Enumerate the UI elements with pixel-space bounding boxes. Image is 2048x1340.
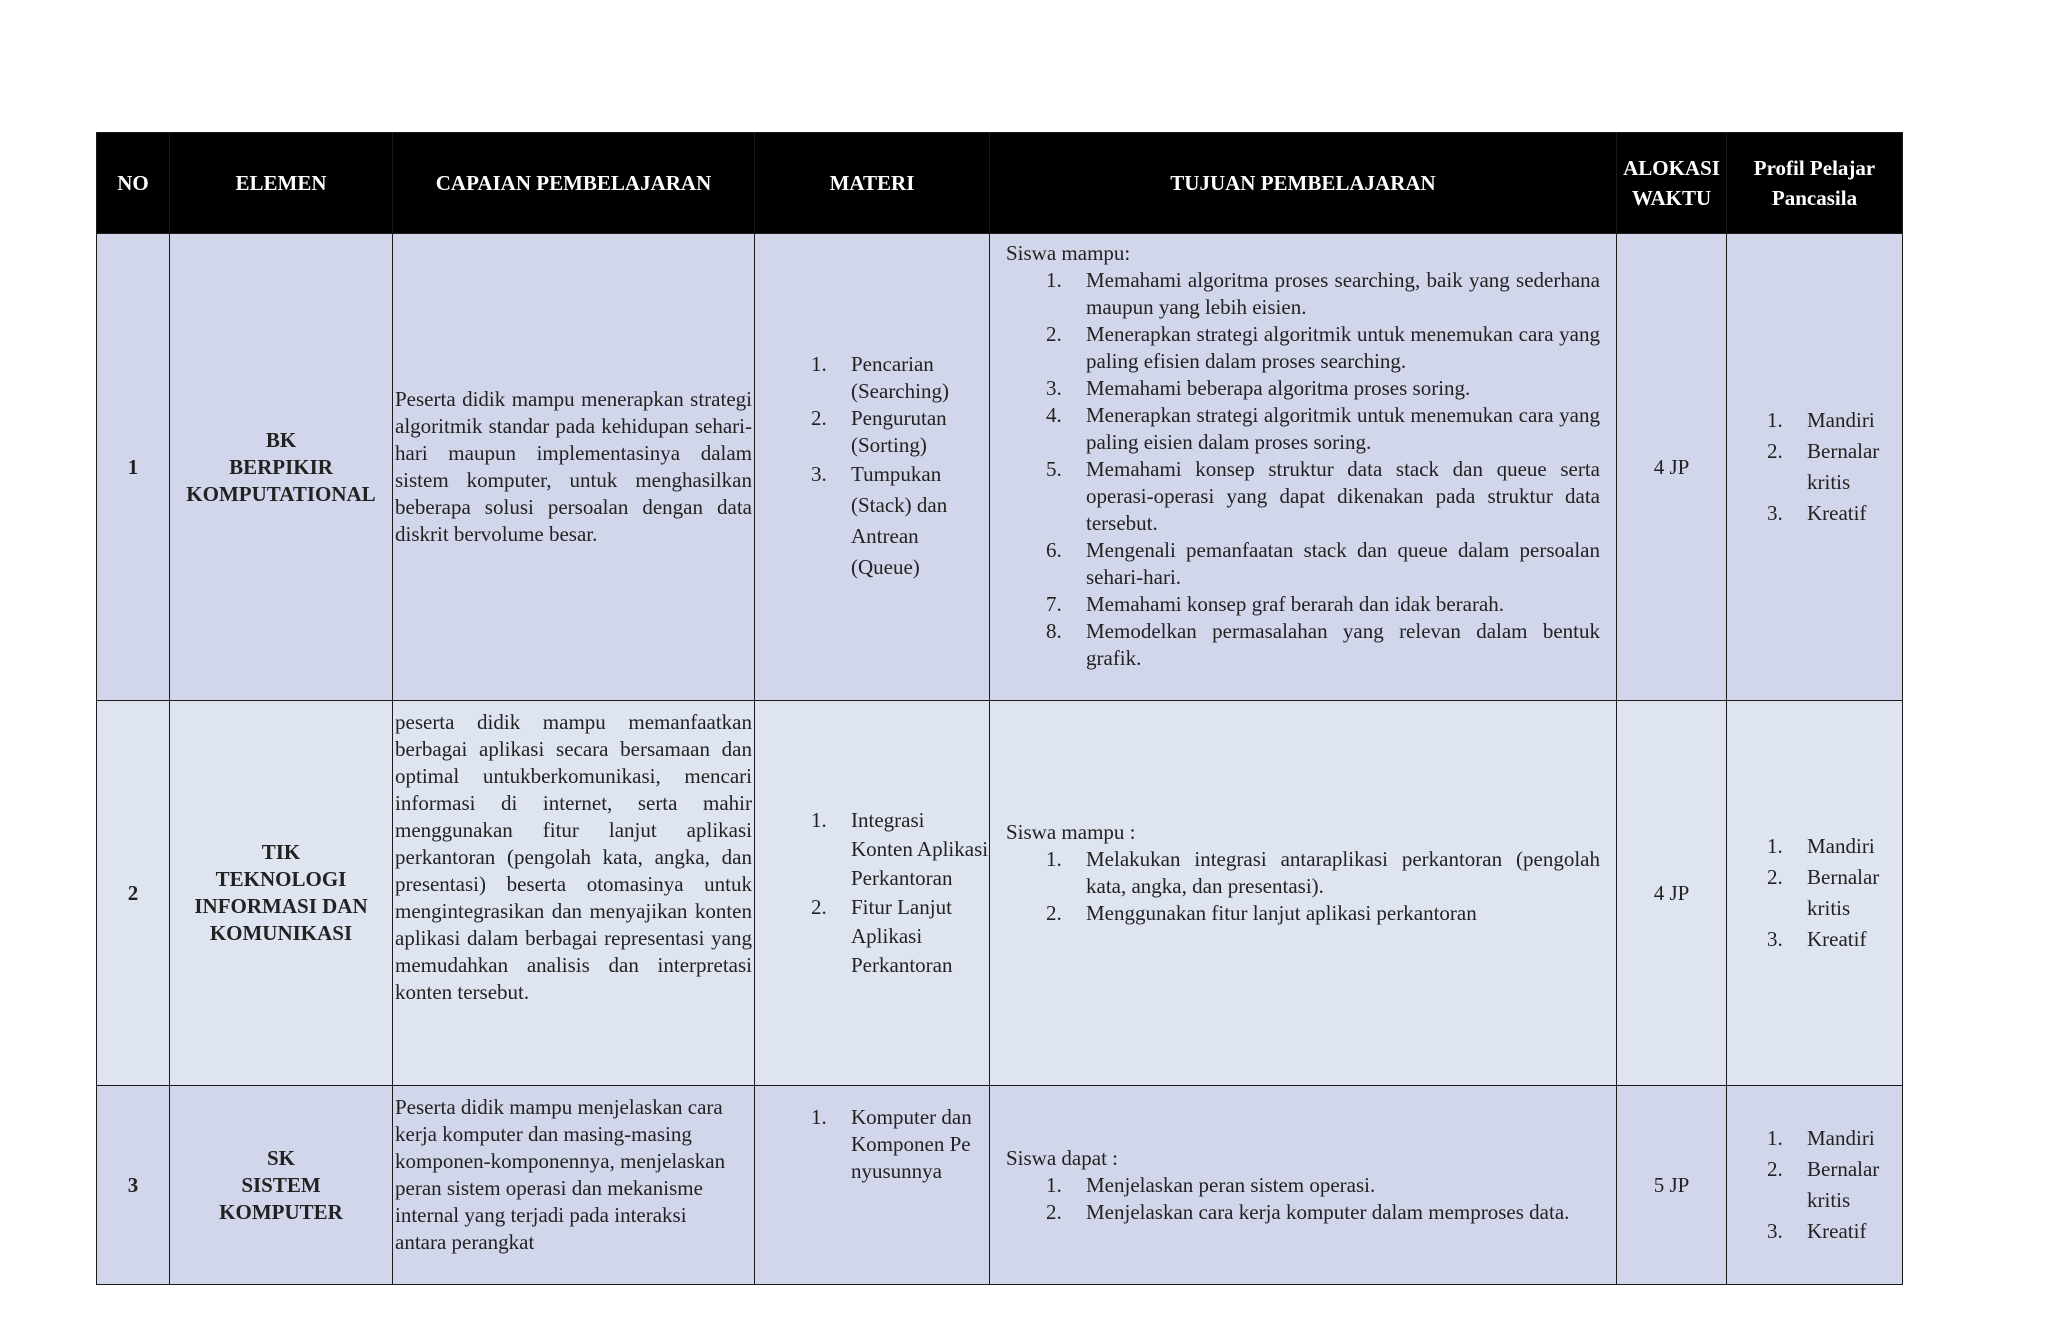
header-tujuan: TUJUAN PEMBELAJARAN [990, 133, 1617, 234]
list-item: Integrasi Konten Aplikasi Perkantoran [851, 808, 989, 890]
list-item: Kreatif [1807, 1219, 1867, 1243]
list-item: Bernalar kritis [1807, 1157, 1880, 1212]
materi-cell [755, 1086, 990, 1285]
header-capaian: CAPAIAN PEMBELAJARAN [393, 133, 755, 234]
list-item: Tumpukan (Stack) dan Antrean (Queue) [851, 462, 948, 579]
list-item: Memahami konsep struktur data stack dan queue serta operasi-operasi yang dapat dikenakan pada struktur data tersebut. [1086, 457, 1600, 535]
profil-cell [1727, 701, 1903, 1086]
curriculum-table [96, 132, 1903, 1285]
capaian-cell: Peserta didik mampu menjelaskan cara kerja komputer dan masing-masing komponen-komponennya, menjelaskan peran sistem operasi dan mekanisme internal yang terjadi pada interaksi antara perangkat [393, 1086, 755, 1285]
elemen-code: BK [265, 427, 297, 452]
profil-cell [1727, 234, 1903, 701]
alokasi-cell: 4 JP [1617, 234, 1727, 701]
table-row [97, 1086, 1903, 1285]
list-item: Memahami beberapa algoritma proses soring. [1086, 376, 1471, 400]
elemen-code: TIK [261, 840, 301, 864]
profil-list [1727, 405, 1902, 529]
list-item: Mengenali pemanfaatan stack dan queue dalam persoalan sehari-hari. [1086, 538, 1600, 589]
list-item: Komputer dan Komponen Penyusunnya [851, 1105, 972, 1183]
capaian-cell: Peserta didik mampu menerapkan strategi algoritmik standar pada kehidupan sehari-hari maupun implementasinya dalam sistem komputer, untuk menghasilkan beberapa solusi persoalan dengan data diskrit bervolume besar. [393, 234, 755, 701]
elemen-name-line: KOMPUTATIONAL [186, 481, 376, 506]
tujuan-list [1006, 846, 1600, 927]
row-number: 2 [97, 701, 170, 1086]
capaian-cell: peserta didik mampu memanfaatkan berbagai aplikasi secara bersamaan dan optimal untukberkomunikasi, mencari informasi di internet, serta mahir menggunakan fitur lanjut aplikasi perkantoran (pengolah kata, angka, dan presentasi) beserta otomasinya untuk mengintegrasikan dan menyajikan konten aplikasi dalam berbagai representasi yang memudahkan analisis dan interpretasi konten tersebut. [393, 701, 755, 1086]
elemen-code: SK [266, 1145, 295, 1170]
elemen-name-line: KOMPUTER [219, 1199, 343, 1224]
tujuan-list [1006, 267, 1600, 672]
list-item: Mandiri [1807, 834, 1875, 858]
tujuan-intro: Siswa dapat : [1006, 1145, 1118, 1170]
list-item: Pencarian (Searching) [851, 352, 949, 403]
alokasi-cell: 5 JP [1617, 1086, 1727, 1285]
list-item: Mandiri [1807, 408, 1875, 432]
materi-cell [755, 234, 990, 701]
tujuan-cell [990, 234, 1617, 701]
tujuan-intro: Siswa mampu: [1006, 241, 1131, 265]
header-alokasi: ALOKASI WAKTU [1617, 133, 1727, 234]
materi-list [755, 351, 989, 583]
list-item: Memahami konsep graf berarah dan idak berarah. [1086, 592, 1505, 616]
list-item: Bernalar kritis [1807, 439, 1880, 494]
elemen-cell [170, 1086, 393, 1285]
materi-list [755, 806, 989, 980]
list-item: Memodelkan permasalahan yang relevan dalam bentuk grafik. [1086, 619, 1600, 670]
tujuan-list [1006, 1172, 1600, 1226]
list-item: Menerapkan strategi algoritmik untuk menemukan cara yang paling eisien dalam proses soring. [1086, 403, 1600, 454]
profil-list [1727, 831, 1902, 955]
list-item: Menggunakan fitur lanjut aplikasi perkantoran [1086, 901, 1477, 925]
profil-list [1727, 1123, 1902, 1247]
elemen-name-line: TEKNOLOGI [215, 867, 347, 891]
row-number: 1 [97, 234, 170, 701]
list-item: Memahami algoritma proses searching, baik yang sederhana maupun yang lebih eisien. [1086, 268, 1600, 319]
list-item: Pengurutan (Sorting) [851, 406, 947, 457]
header-no: NO [97, 133, 170, 234]
profil-cell [1727, 1086, 1903, 1285]
elemen-name-line: INFORMASI DAN [194, 894, 368, 918]
elemen-name-line: KOMUNIKASI [209, 921, 353, 945]
elemen-name-line: BERPIKIR [229, 454, 333, 479]
tujuan-cell [990, 1086, 1617, 1285]
list-item: Bernalar kritis [1807, 865, 1880, 920]
header-elemen: ELEMEN [170, 133, 393, 234]
tujuan-cell [990, 701, 1617, 1086]
table-row [97, 701, 1903, 1086]
materi-list [755, 1104, 989, 1185]
list-item: Menjelaskan peran sistem operasi. [1086, 1172, 1376, 1197]
list-item: Kreatif [1807, 927, 1867, 951]
row-number: 3 [97, 1086, 170, 1285]
elemen-name-line: SISTEM [241, 1172, 321, 1197]
alokasi-cell: 4 JP [1617, 701, 1727, 1086]
list-item: Melakukan integrasi antaraplikasi perkantoran (pengolah kata, angka, dan presentasi). [1086, 847, 1600, 898]
list-item: Fitur Lanjut Aplikasi Perkantoran [851, 895, 953, 977]
list-item: Mandiri [1807, 1126, 1875, 1150]
elemen-cell [170, 234, 393, 701]
materi-cell [755, 701, 990, 1086]
list-item: Menerapkan strategi algoritmik untuk menemukan cara yang paling efisien dalam proses searching. [1086, 322, 1600, 373]
list-item: Menjelaskan cara kerja komputer dalam memproses data. [1086, 1199, 1570, 1224]
list-item: Kreatif [1807, 501, 1867, 525]
header-materi: MATERI [755, 133, 990, 234]
header-row [97, 133, 1903, 234]
elemen-cell [170, 701, 393, 1086]
tujuan-intro: Siswa mampu : [1006, 820, 1136, 844]
table-row [97, 234, 1903, 701]
header-profil: Profil Pelajar Pancasila [1727, 133, 1903, 234]
